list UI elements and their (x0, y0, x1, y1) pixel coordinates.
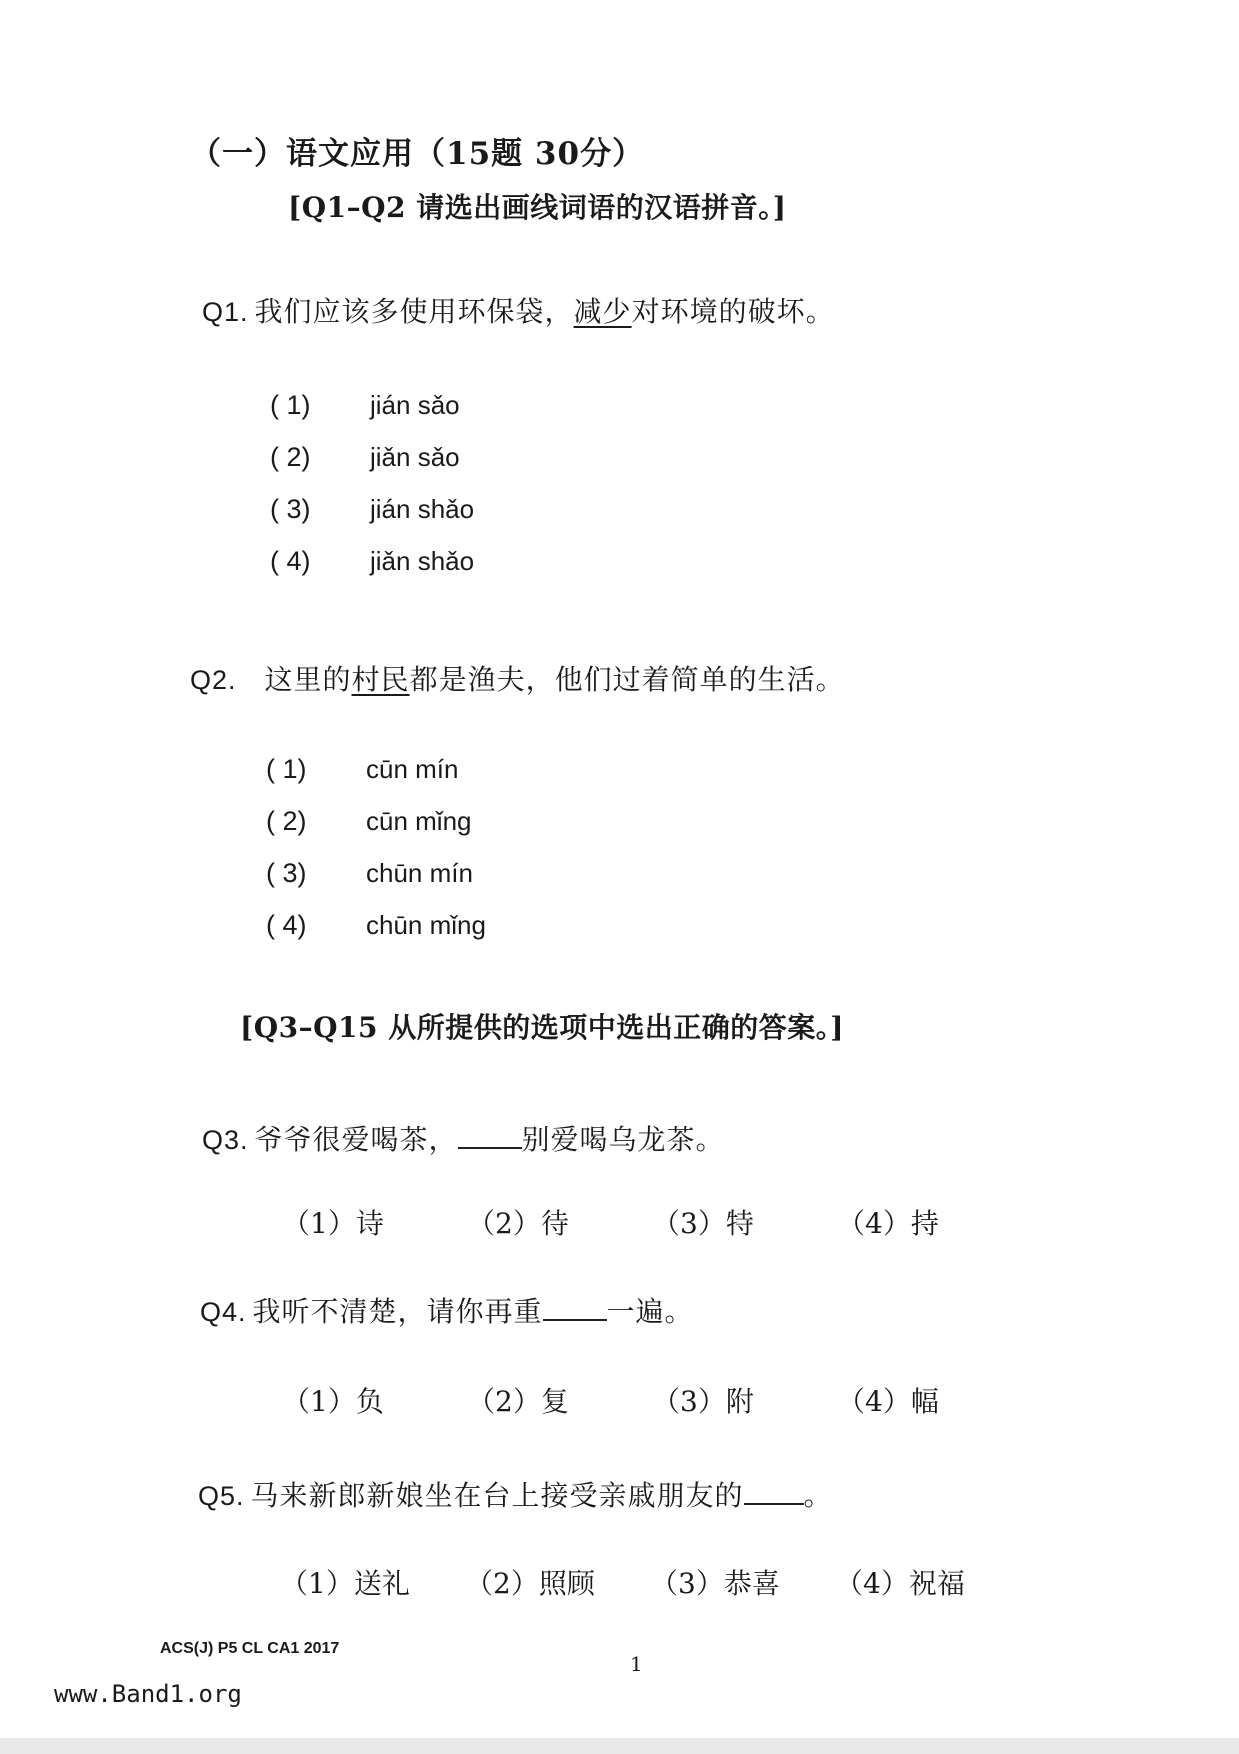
option-q2-2[interactable]: ( 2) cūn mǐng (266, 806, 472, 836)
instruction-q1-q2: [Q1–Q2 请选出画线词语的汉语拼音。] (288, 191, 787, 224)
question-text: 别爱喝乌龙茶。 (521, 1123, 725, 1156)
question-q1 (202, 290, 835, 330)
question-number: Q4. (200, 1297, 247, 1327)
option-q2-4[interactable]: ( 4) chūn mǐng (266, 910, 486, 940)
question-number: Q1. (202, 297, 249, 327)
question-text: 。 (803, 1479, 833, 1512)
answer-blank (744, 1479, 804, 1505)
option-q5-2[interactable]: （2）照顾 (465, 1567, 595, 1600)
question-text: 对环境的破坏。 (631, 295, 835, 328)
option-q1-2[interactable]: ( 2) jiǎn sǎo (270, 442, 460, 472)
option-q4-1[interactable]: （1）负 (282, 1385, 384, 1418)
option-q1-3[interactable]: ( 3) jián shǎo (270, 494, 475, 524)
question-text: 都是渔夫，他们过着简单的生活。 (409, 663, 845, 696)
instruction-q3-q15: [Q3–Q15 从所提供的选项中选出正确的答案。] (240, 1011, 844, 1044)
option-q1-1[interactable]: ( 1) jián sǎo (270, 390, 460, 420)
option-q4-4[interactable]: （4）幅 (837, 1385, 939, 1418)
option-q1-4[interactable]: ( 4) jiǎn shǎo (270, 546, 475, 576)
question-q3 (202, 1118, 725, 1158)
question-number: Q5. (198, 1481, 245, 1511)
question-number: Q3. (202, 1125, 249, 1155)
option-q5-4[interactable]: （4）祝福 (835, 1567, 965, 1600)
question-text: 一遍。 (606, 1295, 694, 1328)
scan-edge (0, 1738, 1239, 1754)
question-q5 (198, 1474, 833, 1514)
question-text: 这里的 (264, 663, 352, 696)
page-number: 1 (630, 1652, 643, 1676)
question-text: 爷爷很爱喝茶， (254, 1123, 458, 1156)
section-title: （一）语文应用（15题 30分） (190, 136, 645, 172)
option-q3-2[interactable]: （2）待 (467, 1207, 569, 1240)
option-q5-3[interactable]: （3）恭喜 (650, 1567, 780, 1600)
underlined-word: 减少 (573, 295, 632, 328)
question-q2 (190, 658, 845, 698)
option-q4-2[interactable]: （2）复 (467, 1385, 569, 1418)
footer-code: ACS(J) P5 CL CA1 2017 (160, 1640, 340, 1657)
question-text: 马来新郎新娘坐在台上接受亲戚朋友的 (250, 1479, 744, 1512)
option-q3-4[interactable]: （4）持 (837, 1207, 939, 1240)
watermark: www.Band1.org (54, 1680, 242, 1708)
underlined-word: 村民 (351, 663, 410, 696)
answer-blank (458, 1123, 522, 1149)
option-q5-1[interactable]: （1）送礼 (280, 1567, 410, 1600)
answer-blank (543, 1295, 607, 1321)
question-number: Q2. (190, 665, 237, 695)
question-text: 我听不清楚，请你再重 (252, 1295, 543, 1328)
option-q2-3[interactable]: ( 3) chūn mín (266, 858, 473, 888)
option-q3-1[interactable]: （1）诗 (282, 1207, 384, 1240)
option-q3-3[interactable]: （3）特 (652, 1207, 754, 1240)
option-q4-3[interactable]: （3）附 (652, 1385, 754, 1418)
question-text: 我们应该多使用环保袋， (254, 295, 574, 328)
option-q2-1[interactable]: ( 1) cūn mín (266, 754, 459, 784)
question-q4 (200, 1290, 694, 1330)
